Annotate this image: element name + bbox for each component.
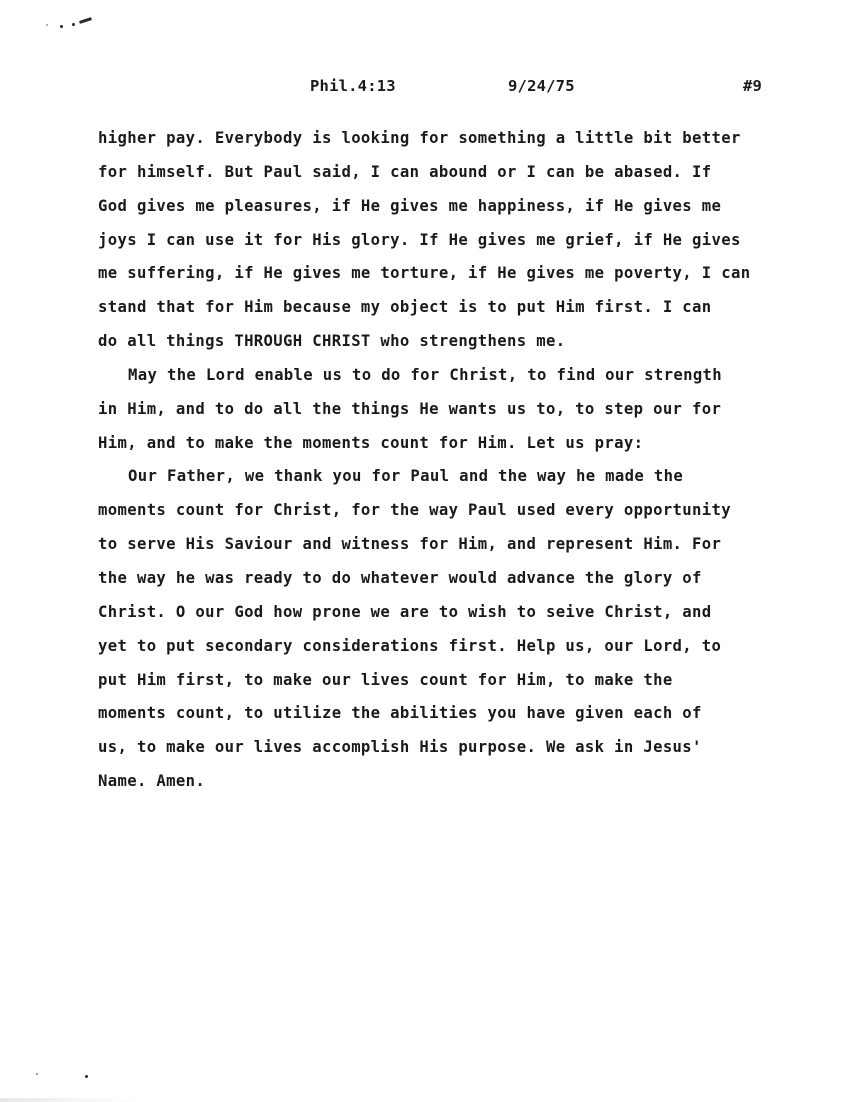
text-line: God gives me pleasures, if He gives me happiness, if He gives me [98, 196, 722, 215]
scan-mark-squiggle [79, 17, 92, 24]
text-line: us, to make our lives accomplish His purpose. We ask in Jesus' [98, 738, 702, 757]
text-line: me suffering, if He gives me torture, if He gives me poverty, I can [98, 264, 751, 283]
text-line: Christ. O our God how prone we are to wish to seive Christ, and [98, 602, 712, 621]
scan-mark-dot [72, 23, 75, 26]
text-line: moments count, to utilize the abilities you have given each of [98, 704, 702, 723]
text-line: Name. Amen. [98, 772, 206, 791]
page-number: #9 [743, 77, 763, 95]
text-line: Him, and to make the moments count for Him. Let us pray: [98, 433, 644, 452]
scripture-reference: Phil.4:13 [310, 77, 396, 95]
sermon-text [98, 122, 798, 799]
scan-mark-dot [85, 1075, 88, 1078]
scan-mark-dot [60, 25, 63, 28]
text-line: yet to put secondary considerations first. Help us, our Lord, to [98, 636, 722, 655]
paragraph-start-line: Our Father, we thank you for Paul and the way he made the [128, 467, 684, 486]
text-line: to serve His Saviour and witness for Him, and represent Him. For [98, 535, 722, 554]
text-line: moments count for Christ, for the way Paul used every opportunity [98, 501, 731, 520]
sermon-date: 9/24/75 [508, 77, 575, 95]
scan-mark-dot [36, 1073, 38, 1075]
text-line: joys I can use it for His glory. If He gives me grief, if He gives [98, 230, 741, 249]
page-header [0, 77, 850, 99]
scan-mark-dot [46, 24, 48, 26]
text-line: stand that for Him because my object is to put Him first. I can [98, 298, 712, 317]
text-line: put Him first, to make our lives count for Him, to make the [98, 670, 673, 689]
text-line: do all things THROUGH CHRIST who strengthens me. [98, 332, 566, 351]
scan-edge-shadow [0, 1098, 850, 1102]
text-line: the way he was ready to do whatever would advance the glory of [98, 568, 702, 587]
text-line: higher pay. Everybody is looking for something a little bit better [98, 129, 741, 147]
paragraph-start-line: May the Lord enable us to do for Christ, to find our strength [128, 365, 723, 384]
text-line: in Him, and to do all the things He wants us to, to step our for [98, 399, 722, 418]
text-line: for himself. But Paul said, I can abound or I can be abased. If [98, 162, 712, 181]
